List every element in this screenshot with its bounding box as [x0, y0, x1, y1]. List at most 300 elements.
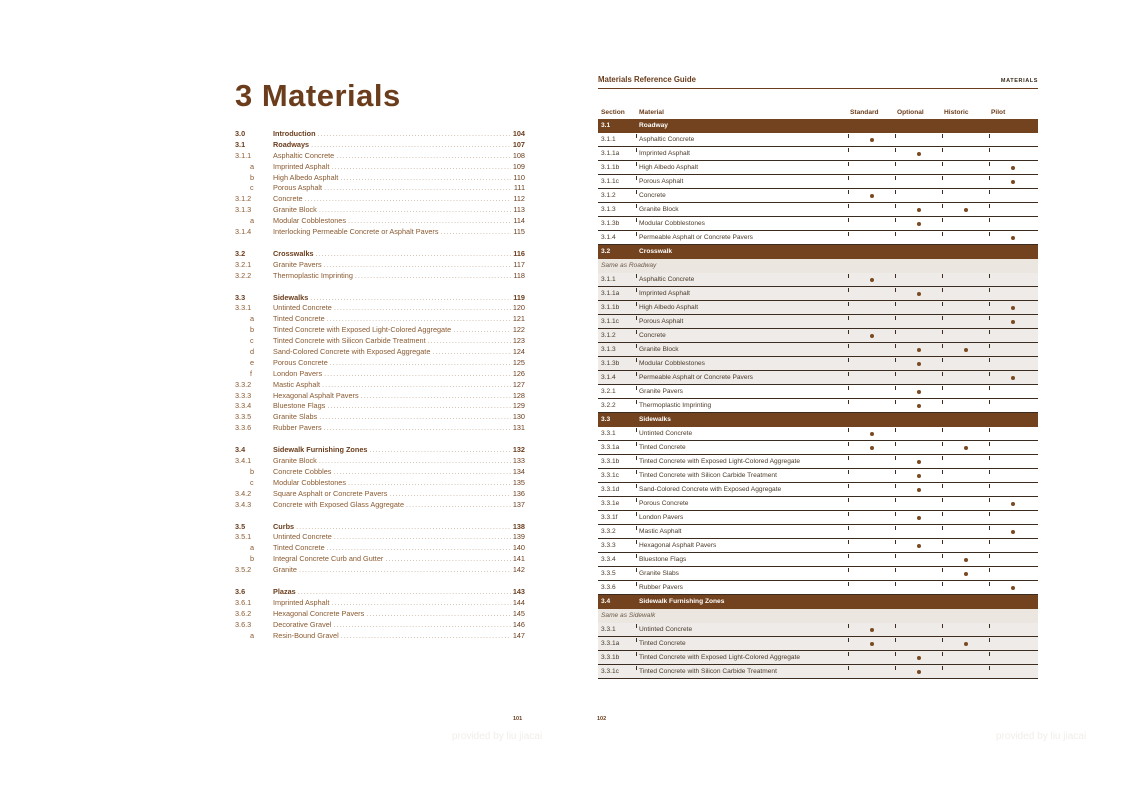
toc-entry-page: 108	[512, 150, 525, 160]
cell-historic	[942, 315, 989, 328]
toc-entry-page: 136	[512, 488, 525, 498]
optional-dot-marker	[917, 656, 921, 660]
toc-leader-dots	[369, 445, 510, 456]
item-material-name: Granite Block	[636, 343, 848, 356]
cell-optional	[895, 623, 942, 636]
cell-standard	[848, 483, 895, 496]
toc-entry-page: 119	[513, 292, 525, 302]
item-material-name: Porous Concrete	[636, 497, 848, 510]
cell-standard	[848, 287, 895, 300]
item-material-name: Tinted Concrete	[636, 637, 848, 650]
toc-entry	[235, 423, 525, 434]
toc-entry-number: f	[250, 368, 253, 378]
toc-entry-page: 104	[512, 129, 525, 138]
toc-entry	[235, 325, 525, 336]
toc-entry-number: b	[250, 325, 255, 335]
matrix-item-row	[598, 343, 1038, 357]
historic-dot-marker	[964, 348, 968, 352]
cell-standard	[848, 427, 895, 440]
toc-page	[235, 78, 525, 641]
cell-historic	[942, 147, 989, 160]
toc-entry-page: 121	[512, 314, 525, 324]
matrix-item-row	[598, 175, 1038, 189]
item-section-number: 3.1.4	[601, 234, 616, 241]
item-section-number: 3.3.1	[601, 430, 616, 437]
toc-entry-page: 132	[512, 445, 525, 455]
cell-pilot	[989, 287, 1038, 300]
optional-dot-marker	[917, 348, 921, 352]
toc-entry-label: Granite Slabs	[273, 412, 318, 422]
toc-entry-label: Tinted Concrete with Exposed Light-Colored Aggregate	[273, 325, 452, 335]
toc-leader-dots	[334, 303, 511, 314]
cell-optional	[895, 427, 942, 440]
toc-entry	[235, 162, 525, 173]
cell-standard	[848, 231, 895, 244]
cell-historic	[942, 637, 989, 650]
toc-entry-number: b	[250, 554, 255, 564]
toc-entry	[235, 478, 525, 489]
toc-entry-page: 120	[512, 303, 525, 313]
toc-entry-label: Plazas	[273, 586, 296, 596]
toc-entry	[235, 631, 525, 642]
toc-entry-page: 110	[513, 172, 525, 182]
toc-entry-page: 140	[512, 543, 525, 553]
cell-standard	[848, 147, 895, 160]
item-section-number: 3.3.1b	[601, 458, 620, 465]
cell-optional	[895, 371, 942, 384]
cell-optional	[895, 357, 942, 370]
cell-optional	[895, 217, 942, 230]
cell-optional	[895, 637, 942, 650]
cell-pilot	[989, 189, 1038, 202]
item-section-number: 3.2.2	[601, 402, 616, 409]
matrix-item-row	[598, 525, 1038, 539]
toc-entry-page: 145	[512, 608, 525, 618]
cell-standard	[848, 385, 895, 398]
cell-historic	[942, 665, 989, 678]
toc-entry-label: Modular Cobblestones	[273, 477, 347, 487]
cell-historic	[942, 217, 989, 230]
item-section-number: 3.3.1f	[601, 514, 618, 521]
toc-leader-dots	[340, 173, 511, 184]
toc-leader-dots	[331, 598, 510, 609]
cell-optional	[895, 175, 942, 188]
toc-entry	[235, 489, 525, 500]
optional-dot-marker	[917, 222, 921, 226]
toc-entry-page: 134	[512, 466, 525, 476]
toc-entry-label: High Albedo Asphalt	[273, 172, 339, 182]
standard-dot-marker	[870, 432, 874, 436]
toc-entry	[235, 205, 525, 216]
toc-leader-dots	[385, 554, 510, 565]
toc-entry-page: 146	[512, 619, 525, 629]
optional-dot-marker	[917, 390, 921, 394]
toc-leader-dots	[327, 401, 510, 412]
section-title: Crosswalk	[639, 248, 672, 255]
historic-dot-marker	[964, 446, 968, 450]
toc-entry-page: 131	[512, 423, 525, 433]
toc-entry-number: c	[250, 336, 254, 346]
cell-optional	[895, 511, 942, 524]
historic-dot-marker	[964, 642, 968, 646]
cell-historic	[942, 231, 989, 244]
matrix-item-row	[598, 147, 1038, 161]
toc-entry-label: Concrete	[273, 194, 303, 204]
optional-dot-marker	[917, 208, 921, 212]
cell-historic	[942, 189, 989, 202]
cell-optional	[895, 329, 942, 342]
toc-entry	[235, 369, 525, 380]
toc-entry	[235, 522, 525, 533]
toc-leader-dots	[324, 369, 511, 380]
cell-standard	[848, 497, 895, 510]
reference-guide-page	[598, 75, 1038, 679]
toc-entry	[235, 140, 525, 151]
cell-pilot	[989, 203, 1038, 216]
matrix-item-row	[598, 315, 1038, 329]
item-section-number: 3.1.3	[601, 346, 616, 353]
item-section-number: 3.3.1	[601, 626, 616, 633]
optional-dot-marker	[917, 292, 921, 296]
toc-leader-dots	[299, 565, 511, 576]
item-section-number: 3.3.1a	[601, 444, 620, 451]
column-header-historic: Historic	[944, 109, 969, 116]
toc-entry-label: Roadways	[273, 139, 310, 149]
cell-standard	[848, 539, 895, 552]
standard-dot-marker	[870, 138, 874, 142]
cell-pilot	[989, 343, 1038, 356]
pilot-dot-marker	[1011, 180, 1015, 184]
cell-historic	[942, 483, 989, 496]
cell-optional	[895, 315, 942, 328]
item-section-number: 3.3.1e	[601, 500, 620, 507]
item-section-number: 3.1.1a	[601, 150, 620, 157]
toc-leader-dots	[432, 347, 510, 358]
toc-entry-number: 3.5.2	[235, 565, 252, 575]
toc-entry-page: 139	[512, 532, 525, 542]
item-material-name: Granite Block	[636, 203, 848, 216]
pilot-dot-marker	[1011, 376, 1015, 380]
item-material-name: Tinted Concrete with Exposed Light-Colored Aggregate	[636, 455, 848, 468]
toc-entry	[235, 456, 525, 467]
toc-leader-dots	[333, 467, 510, 478]
toc-entry-page: 124	[512, 347, 525, 357]
matrix-item-row	[598, 553, 1038, 567]
item-section-number: 3.3.1b	[601, 654, 620, 661]
toc-entry-label: Asphaltic Concrete	[273, 150, 335, 160]
section-number: 3.3	[601, 416, 611, 423]
item-material-name: Modular Cobblestones	[636, 357, 848, 370]
toc-entry-label: Square Asphalt or Concrete Pavers	[273, 488, 388, 498]
toc-leader-dots	[330, 358, 511, 369]
toc-entry	[235, 227, 525, 238]
optional-dot-marker	[917, 362, 921, 366]
toc-entry-number: a	[250, 543, 255, 553]
standard-dot-marker	[870, 446, 874, 450]
cell-historic	[942, 357, 989, 370]
pilot-dot-marker	[1011, 306, 1015, 310]
item-section-number: 3.3.1d	[601, 486, 620, 493]
item-material-name: Hexagonal Asphalt Pavers	[636, 539, 848, 552]
cell-historic	[942, 567, 989, 580]
toc-entry	[235, 391, 525, 402]
matrix-item-row	[598, 371, 1038, 385]
item-material-name: Tinted Concrete	[636, 441, 848, 454]
standard-dot-marker	[870, 278, 874, 282]
toc-entry-label: Sand-Colored Concrete with Exposed Aggregate	[273, 347, 431, 357]
matrix-item-row	[598, 217, 1038, 231]
toc-entry	[235, 249, 525, 260]
cell-standard	[848, 357, 895, 370]
cell-optional	[895, 147, 942, 160]
cell-optional	[895, 665, 942, 678]
item-section-number: 3.1.3b	[601, 220, 620, 227]
toc-entry-number: 3.4	[235, 445, 246, 455]
cell-standard	[848, 273, 895, 286]
item-material-name: London Pavers	[636, 511, 848, 524]
cell-historic	[942, 469, 989, 482]
cell-pilot	[989, 147, 1038, 160]
toc-leader-dots	[406, 500, 511, 511]
cell-standard	[848, 637, 895, 650]
toc-entry-label: Sidewalk Furnishing Zones	[273, 445, 368, 455]
item-section-number: 3.1.3	[601, 206, 616, 213]
cell-standard	[848, 371, 895, 384]
cell-standard	[848, 329, 895, 342]
cell-historic	[942, 329, 989, 342]
toc-entry-number: 3.6.1	[235, 597, 252, 607]
toc-entry-number: c	[250, 183, 254, 193]
toc-leader-dots	[336, 151, 511, 162]
toc-leader-dots	[428, 336, 511, 347]
cell-optional	[895, 273, 942, 286]
item-material-name: Porous Asphalt	[636, 315, 848, 328]
toc-entry-page: 130	[512, 412, 525, 422]
toc-entry-label: Porous Concrete	[273, 357, 328, 367]
toc-entry	[235, 303, 525, 314]
cell-standard	[848, 567, 895, 580]
toc-entry-page: 144	[512, 597, 525, 607]
toc-leader-dots	[453, 325, 511, 336]
cell-standard	[848, 665, 895, 678]
toc-leader-dots	[389, 489, 510, 500]
cell-historic	[942, 175, 989, 188]
toc-entry-page: 137	[512, 499, 525, 509]
toc-entry-number: 3.1.4	[235, 227, 252, 237]
toc-leader-dots	[311, 140, 511, 151]
section-number: 3.4	[601, 598, 611, 605]
cell-pilot	[989, 427, 1038, 440]
matrix-note-row	[598, 259, 1038, 273]
cell-optional	[895, 343, 942, 356]
matrix-item-row	[598, 497, 1038, 511]
cell-pilot	[989, 511, 1038, 524]
toc-entry-label: Concrete Cobbles	[273, 466, 332, 476]
matrix-item-row	[598, 483, 1038, 497]
column-header-standard: Standard	[850, 109, 879, 116]
matrix-item-row	[598, 161, 1038, 175]
item-section-number: 3.3.5	[601, 570, 616, 577]
item-section-number: 3.1.1b	[601, 164, 620, 171]
toc-entry-label: Imprinted Asphalt	[273, 161, 330, 171]
item-section-number: 3.1.1	[601, 136, 616, 143]
cell-pilot	[989, 357, 1038, 370]
cell-historic	[942, 581, 989, 594]
toc-entry	[235, 260, 525, 271]
cell-standard	[848, 441, 895, 454]
item-material-name: Thermoplastic Imprinting	[636, 399, 848, 412]
matrix-item-row	[598, 441, 1038, 455]
toc-entry	[235, 347, 525, 358]
column-header-section: Section	[601, 109, 625, 116]
cell-pilot	[989, 133, 1038, 146]
item-material-name: Untinted Concrete	[636, 427, 848, 440]
item-material-name: Imprinted Asphalt	[636, 147, 848, 160]
item-section-number: 3.1.3b	[601, 360, 620, 367]
item-material-name: Rubber Pavers	[636, 581, 848, 594]
toc-entry-number: 3.3	[235, 292, 246, 302]
toc-leader-dots	[327, 543, 511, 554]
toc-entry	[235, 380, 525, 391]
toc-entry-page: 128	[512, 390, 525, 400]
toc-entry	[235, 554, 525, 565]
toc-entry	[235, 271, 525, 282]
toc-leader-dots	[440, 227, 511, 238]
cell-historic	[942, 455, 989, 468]
item-material-name: Permeable Asphalt or Concrete Pavers	[636, 231, 848, 244]
cell-optional	[895, 469, 942, 482]
cell-historic	[942, 399, 989, 412]
cell-pilot	[989, 329, 1038, 342]
cell-standard	[848, 623, 895, 636]
toc-entry-page: 141	[512, 554, 525, 564]
toc-entry-page: 109	[512, 161, 525, 171]
matrix-item-row	[598, 203, 1038, 217]
cell-historic	[942, 441, 989, 454]
section-title: Roadway	[639, 122, 668, 129]
item-material-name: Bluestone Flags	[636, 553, 848, 566]
item-section-number: 3.1.2	[601, 332, 616, 339]
toc-entry-label: Sidewalks	[273, 292, 309, 302]
toc-entry-page: 111	[513, 183, 525, 193]
toc-entry-page: 125	[512, 357, 525, 367]
matrix-item-row	[598, 665, 1038, 679]
matrix-item-row	[598, 567, 1038, 581]
optional-dot-marker	[917, 488, 921, 492]
toc-entry	[235, 293, 525, 304]
item-section-number: 3.1.2	[601, 192, 616, 199]
toc-entry	[235, 500, 525, 511]
toc-entry-label: Concrete with Exposed Glass Aggregate	[273, 499, 405, 509]
cell-standard	[848, 175, 895, 188]
chapter-title: 3 Materials	[235, 78, 401, 113]
cell-historic	[942, 343, 989, 356]
cell-standard	[848, 469, 895, 482]
toc-entry-page: 112	[513, 194, 525, 204]
item-material-name: Asphaltic Concrete	[636, 133, 848, 146]
section-number: 3.2	[601, 248, 611, 255]
cell-pilot	[989, 399, 1038, 412]
cell-historic	[942, 371, 989, 384]
cell-historic	[942, 385, 989, 398]
cell-optional	[895, 203, 942, 216]
toc-entry-number: 3.6.3	[235, 619, 252, 629]
toc-leader-dots	[318, 129, 511, 140]
toc-entry-number: 3.6	[235, 586, 246, 596]
toc-entry-page: 116	[513, 248, 525, 258]
cell-historic	[942, 203, 989, 216]
toc-leader-dots	[310, 293, 511, 304]
toc-entry	[235, 151, 525, 162]
cell-standard	[848, 133, 895, 146]
optional-dot-marker	[917, 152, 921, 156]
item-material-name: Porous Asphalt	[636, 175, 848, 188]
cell-pilot	[989, 567, 1038, 580]
toc-entry-page: 135	[512, 477, 525, 487]
toc-entry-label: Tinted Concrete with Silicon Carbide Treatment	[273, 336, 426, 346]
matrix-body	[598, 119, 1038, 679]
toc-entry-number: 3.1.1	[235, 150, 252, 160]
toc-list	[235, 129, 525, 641]
toc-entry-label: Resin-Bound Gravel	[273, 630, 339, 640]
cell-optional	[895, 567, 942, 580]
item-section-number: 3.1.1a	[601, 290, 620, 297]
matrix-section-row	[598, 595, 1038, 609]
cell-standard	[848, 343, 895, 356]
toc-entry-number: 3.1	[235, 139, 246, 149]
guide-title: Materials Reference Guide	[598, 75, 696, 84]
toc-leader-dots	[348, 478, 511, 489]
toc-entry-label: Granite Block	[273, 456, 317, 466]
toc-entry-number: 3.3.4	[235, 401, 252, 411]
pilot-dot-marker	[1011, 530, 1015, 534]
item-material-name: Permeable Asphalt or Concrete Pavers	[636, 371, 848, 384]
cell-pilot	[989, 525, 1038, 538]
toc-entry-number: 3.6.2	[235, 608, 252, 618]
historic-dot-marker	[964, 572, 968, 576]
toc-leader-dots	[319, 456, 511, 467]
toc-entry-page: 133	[512, 456, 525, 466]
item-material-name: Granite Slabs	[636, 567, 848, 580]
toc-entry	[235, 129, 525, 140]
cell-standard	[848, 553, 895, 566]
cell-standard	[848, 511, 895, 524]
toc-entry-page: 147	[512, 630, 525, 640]
item-material-name: High Albedo Asphalt	[636, 161, 848, 174]
toc-entry-page: 143	[512, 586, 525, 596]
optional-dot-marker	[917, 670, 921, 674]
cell-pilot	[989, 497, 1038, 510]
toc-leader-dots	[366, 609, 511, 620]
pilot-dot-marker	[1011, 502, 1015, 506]
toc-entry	[235, 587, 525, 598]
toc-entry-page: 117	[513, 259, 525, 269]
item-section-number: 3.2.1	[601, 388, 616, 395]
toc-entry-label: Tinted Concrete	[273, 543, 325, 553]
standard-dot-marker	[870, 334, 874, 338]
toc-entry-page: 123	[512, 336, 525, 346]
column-header-pilot: Pilot	[991, 109, 1006, 116]
item-section-number: 3.1.1b	[601, 304, 620, 311]
item-material-name: Imprinted Asphalt	[636, 287, 848, 300]
toc-leader-dots	[298, 587, 511, 598]
cell-pilot	[989, 581, 1038, 594]
toc-entry	[235, 336, 525, 347]
toc-leader-dots	[319, 412, 511, 423]
toc-leader-dots	[324, 260, 512, 271]
toc-entry	[235, 183, 525, 194]
cell-pilot	[989, 469, 1038, 482]
